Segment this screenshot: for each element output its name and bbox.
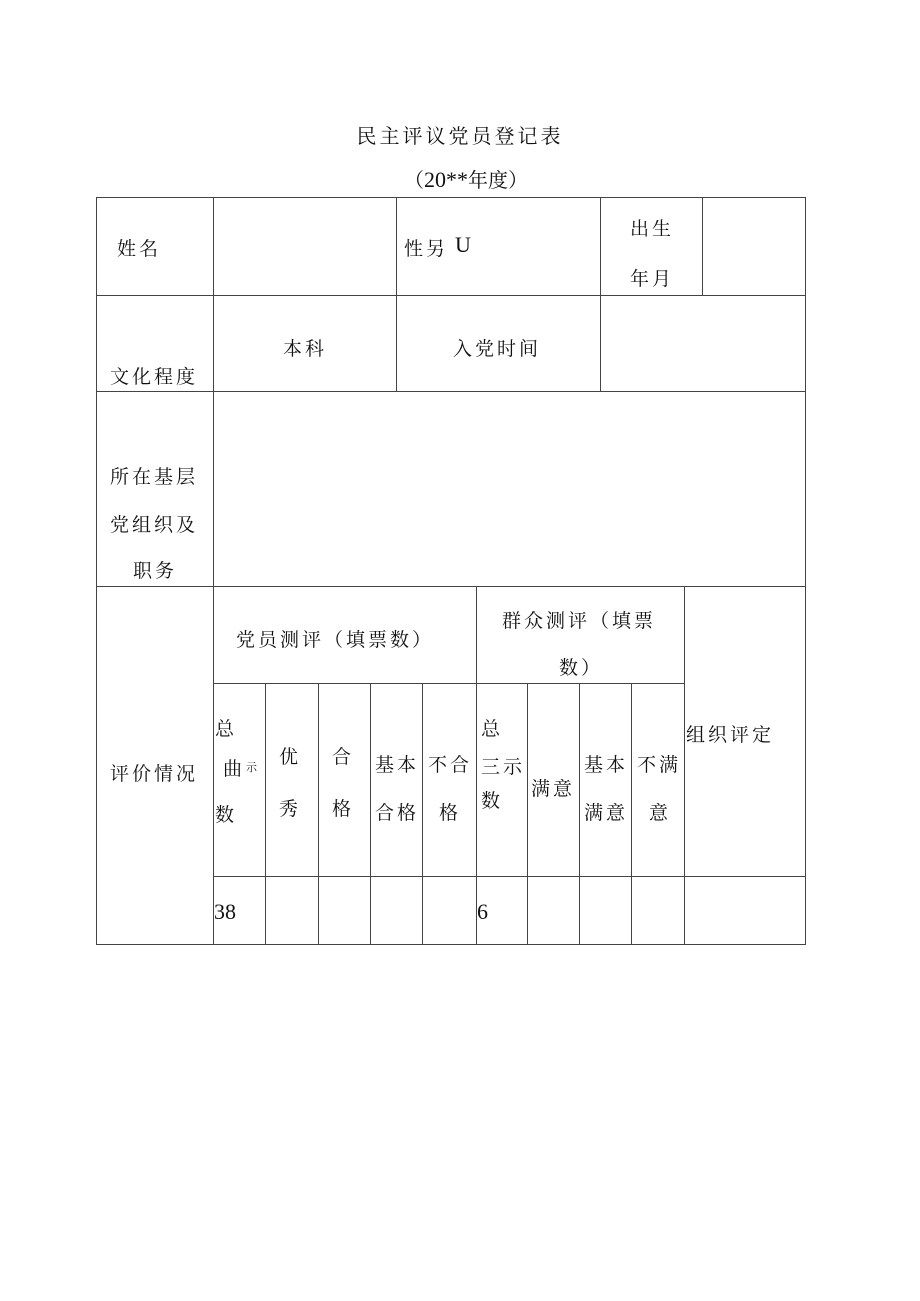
birth-label-line1: 出生	[630, 218, 675, 240]
party-qualified-value-cell[interactable]	[318, 876, 371, 945]
mass-total-value-cell[interactable]	[476, 876, 528, 945]
party-total-value: 38	[214, 899, 236, 924]
name-label-cell	[96, 197, 214, 296]
education-label-cell	[96, 295, 214, 392]
mass-evaluation-header: 群众测评（填票 数）	[476, 586, 685, 684]
join-date-label-cell	[396, 295, 601, 392]
evaluation-label: 评价情况	[110, 763, 199, 785]
join-date-value-cell[interactable]	[600, 295, 806, 392]
party-unqualified-value-cell[interactable]	[422, 876, 477, 945]
gender-label: 性另	[404, 238, 449, 260]
birth-label-line2: 年月	[630, 268, 675, 290]
evaluation-label-cell	[96, 586, 214, 945]
education-value: 本科	[283, 338, 328, 360]
party-col-qualified: 合 格	[318, 683, 371, 877]
gender-cell[interactable]	[396, 197, 601, 296]
name-label: 姓名	[117, 238, 162, 260]
party-col-total: 总 曲 示 数	[213, 683, 266, 877]
org-rating-value-cell[interactable]	[684, 876, 806, 945]
mass-col-unsatisfied: 不满 意	[631, 683, 685, 877]
mass-satisfied-value-cell[interactable]	[527, 876, 580, 945]
birth-value-cell[interactable]	[702, 197, 806, 296]
org-label-line2: 党组织及	[110, 514, 199, 536]
party-col-excellent: 优 秀	[265, 683, 319, 877]
party-col-unqualified: 不合 格	[422, 683, 477, 877]
mass-total-value: 6	[477, 899, 488, 924]
education-value-cell[interactable]	[213, 295, 397, 392]
mass-basic-satisfied-value-cell[interactable]	[579, 876, 632, 945]
mass-col-total: 总 三示 数	[476, 683, 528, 877]
mass-col-basic-satisfied: 基本 满意	[579, 683, 632, 877]
org-label-line1: 所在基层	[110, 466, 199, 488]
party-total-value-cell[interactable]	[213, 876, 266, 945]
name-value-cell[interactable]	[213, 197, 397, 296]
education-label: 文化程度	[110, 366, 199, 388]
org-rating-header: 组织评定	[684, 586, 806, 877]
party-col-basic-qualified: 基本 合格	[370, 683, 423, 877]
birth-label-cell	[600, 197, 703, 296]
org-label-line3: 职务	[133, 560, 178, 582]
join-date-label: 入党时间	[453, 338, 542, 360]
document-subtitle: （20**年度）	[404, 167, 528, 192]
party-excellent-value-cell[interactable]	[265, 876, 319, 945]
org-value-cell[interactable]	[213, 391, 806, 587]
party-basic-qualified-value-cell[interactable]	[370, 876, 423, 945]
gender-value: U	[455, 232, 471, 257]
mass-col-satisfied: 满意	[527, 683, 580, 877]
party-evaluation-header: 党员测评（填票数）	[213, 586, 477, 684]
org-label-cell	[96, 391, 214, 587]
document-title: 民主评议党员登记表	[356, 124, 564, 148]
mass-unsatisfied-value-cell[interactable]	[631, 876, 685, 945]
